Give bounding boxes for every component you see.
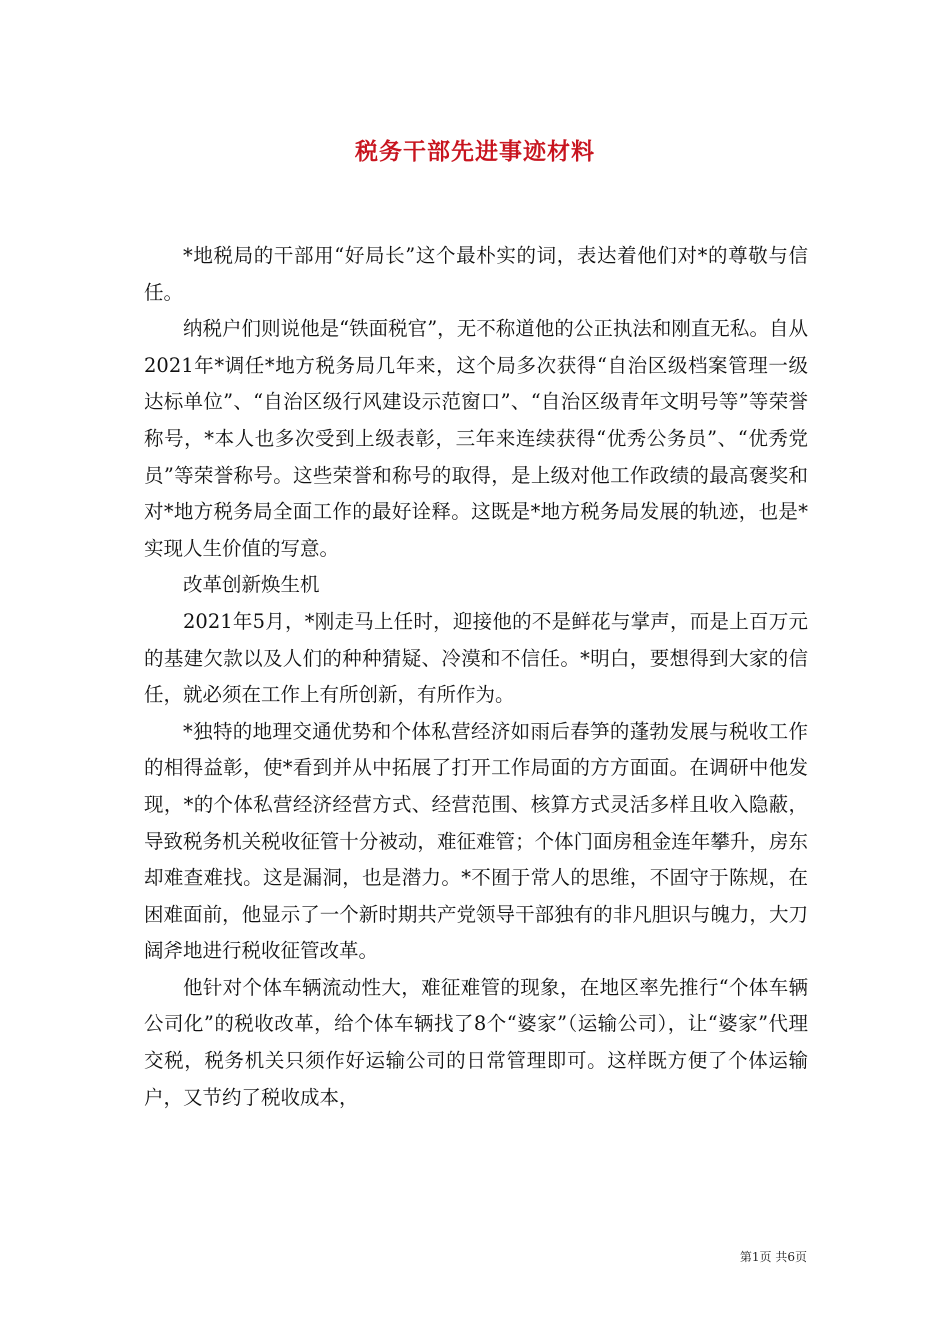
section-heading: 改革创新焕生机	[183, 573, 320, 597]
paragraph: 纳税户们则说他是“铁面税官”，无不称道他的公正执法和刚直无私。自从2021年*调任*地方税务局几年来，这个局多次获得“自治区级档案管理一级达标单位”、“自治区级行风建设示范窗口”、“自治区级青年文明号等”等荣誉称号，*本人也多次受到上级表彰，三年来连续获得“优秀公务员”、“优秀党员”等荣誉称号。这些荣誉和称号的取得，是上级对他工作政绩的最高褒奖和对*地方税务局全面工作的最好诠释。这既是*地方税务局发展的轨迹，也是*实现人生价值的写意。	[144, 317, 808, 560]
page-number-footer: 第1页 共6页	[739, 1250, 807, 1264]
paragraph: *地税局的干部用“好局长”这个最朴实的词，表达着他们对*的尊敬与信任。	[144, 244, 808, 304]
paragraph: *独特的地理交通优势和个体私营经济如雨后春笋的蓬勃发展与税收工作的相得益彰，使*看到并从中拓展了打开工作局面的方方面面。在调研中他发现，*的个体私营经济经营方式、经营范围、核算方式灵活多样且收入隐蔽，导致税务机关税收征管十分被动，难征难管；个体门面房租金连年攀升，房东却难查难找。这是漏洞，也是潜力。*不囿于常人的思维，不固守于陈规，在困难面前，他显示了一个新时期共产党领导干部独有的非凡胆识与魄力，大刀阔斧地进行税收征管改革。	[144, 719, 808, 963]
paragraph: 2021年5月，*刚走马上任时，迎接他的不是鲜花与掌声，而是上百万元的基建欠款以及人们的种种猜疑、冷漠和不信任。*明白，要想得到大家的信任，就必须在工作上有所创新，有所作为。	[144, 609, 808, 707]
document-title: 税务干部先进事迹材料	[355, 138, 595, 165]
paragraph: 他针对个体车辆流动性大，难征难管的现象，在地区率先推行“个体车辆公司化”的税收改革，给个体车辆找了8个“婆家”（运输公司），让“婆家”代理交税，税务机关只须作好运输公司的日常管理即可。这样既方便了个体运输户，又节约了税收成本，	[144, 975, 808, 1109]
document-body	[144, 238, 808, 1116]
